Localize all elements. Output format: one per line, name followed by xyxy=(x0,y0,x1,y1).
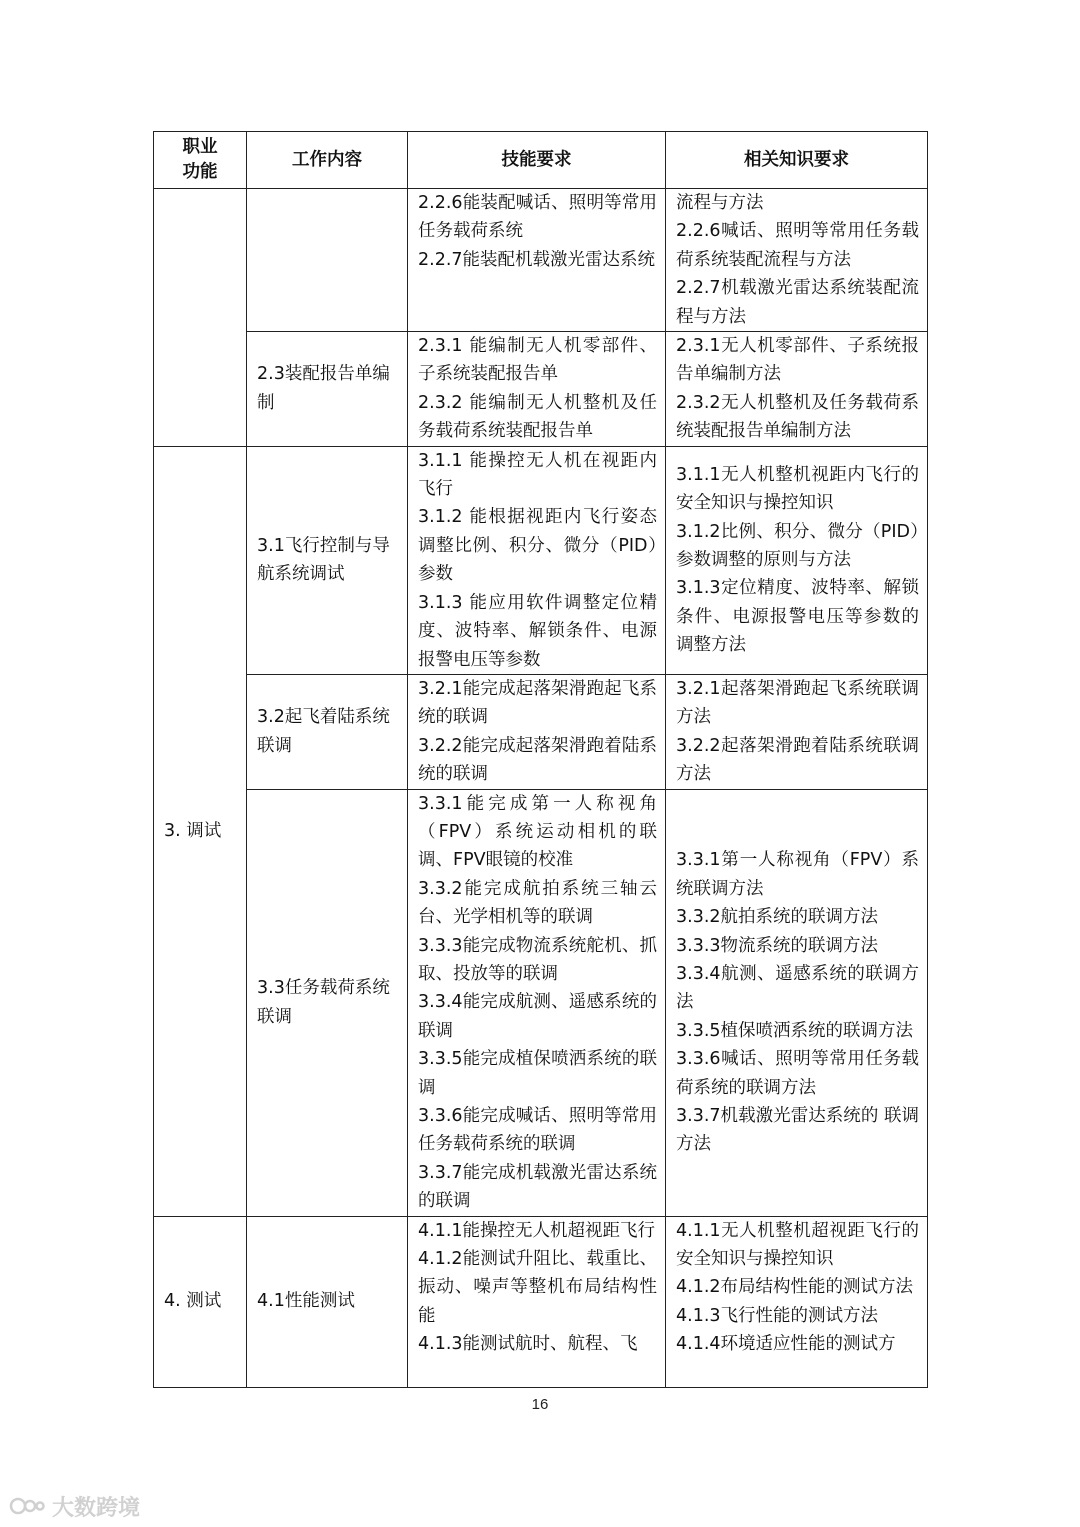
function-cell: 3. 调试 xyxy=(154,446,247,1216)
knowledge-item: 2.2.7机载激光雷达系统装配流程与方法 xyxy=(676,278,919,327)
knowledge-item: 3.3.5植保喷洒系统的联调方法 xyxy=(676,1020,914,1041)
knowledge-item: 流程与方法 xyxy=(676,193,764,213)
content-cell: 4.1性能测试 xyxy=(247,1216,408,1387)
header-knowledge: 相关知识要求 xyxy=(666,132,928,189)
knowledge-cell xyxy=(666,674,928,789)
skill-item: 2.2.6能装配喊话、照明等常用任务载荷系统 xyxy=(418,193,657,242)
skill-item: 3.1.3 能应用软件调整定位精度、波特率、解锁条件、电源报警电压等参数 xyxy=(418,592,657,670)
content-cell: 2.3装配报告单编制 xyxy=(247,332,408,447)
table-header-row xyxy=(154,132,928,189)
skill-item: 3.1.2 能根据视距内飞行姿态调整比例、积分、微分（PID）参数 xyxy=(418,507,657,585)
skill-item: 3.3.6能完成喊话、照明等常用任务载荷系统的联调 xyxy=(418,1106,657,1155)
brand-logo-icon xyxy=(8,1494,48,1518)
knowledge-item: 2.3.1无人机零部件、子系统报告单编制方法 xyxy=(676,336,919,385)
function-cell xyxy=(154,189,247,447)
skill-item: 3.3.4能完成航测、遥感系统的联调 xyxy=(418,992,657,1041)
knowledge-item: 3.1.1无人机整机视距内飞行的安全知识与操控知识 xyxy=(676,464,919,514)
knowledge-cell xyxy=(666,789,928,1216)
skill-item: 2.3.2 能编制无人机整机及任务载荷系统装配报告单 xyxy=(418,392,657,442)
knowledge-item: 3.1.2比例、积分、微分（PID）参数调整的原则与方法 xyxy=(676,521,919,571)
header-skills: 技能要求 xyxy=(408,132,666,189)
skills-cell xyxy=(408,789,666,1216)
knowledge-item: 3.1.3定位精度、波特率、解锁条件、电源报警电压等参数的调整方法 xyxy=(676,578,919,656)
table-row xyxy=(154,1216,928,1387)
skill-item: 3.2.2能完成起落架滑跑着陆系统的联调 xyxy=(418,735,657,785)
knowledge-cell xyxy=(666,332,928,447)
header-content: 工作内容 xyxy=(247,132,408,189)
table-row xyxy=(154,674,928,789)
knowledge-item: 4.1.1无人机整机超视距飞行的安全知识与操控知识 xyxy=(676,1220,919,1270)
skill-item: 3.3.5能完成植保喷洒系统的联调 xyxy=(418,1049,657,1098)
knowledge-cell xyxy=(666,189,928,332)
knowledge-item: 2.2.6喊话、照明等常用任务载荷系统装配流程与方法 xyxy=(676,221,919,270)
knowledge-item: 4.1.3飞行性能的测试方法 xyxy=(676,1305,879,1326)
table-row xyxy=(154,332,928,447)
knowledge-item: 3.3.1第一人称视角（FPV）系统联调方法 xyxy=(676,850,919,899)
content-cell xyxy=(247,189,408,332)
skill-item: 3.3.3能完成物流系统舵机、抓取、投放等的联调 xyxy=(418,935,657,984)
knowledge-cell xyxy=(666,1216,928,1387)
content-cell: 3.1飞行控制与导航系统调试 xyxy=(247,446,408,674)
knowledge-item: 3.3.6喊话、照明等常用任务载荷系统的联调方法 xyxy=(676,1049,919,1098)
skills-cell xyxy=(408,332,666,447)
knowledge-item: 4.1.4环境适应性能的测试方 xyxy=(676,1334,896,1355)
knowledge-item: 3.3.7机载激光雷达系统的 联调方法 xyxy=(676,1106,919,1155)
skill-item: 4.1.3能测试航时、航程、飞 xyxy=(418,1334,638,1355)
skill-item: 3.3.2能完成航拍系统三轴云台、光学相机等的联调 xyxy=(418,878,657,928)
standards-table xyxy=(153,131,928,1388)
watermark-text: 大数跨境 xyxy=(52,1495,141,1521)
table-row xyxy=(154,789,928,1216)
skills-cell xyxy=(408,674,666,789)
content-cell: 3.3任务载荷系统联调 xyxy=(247,789,408,1216)
knowledge-item: 3.3.2航拍系统的联调方法 xyxy=(676,907,879,928)
skill-item: 4.1.2能测试升阻比、载重比、振动、噪声等整机布局结构性能 xyxy=(418,1249,657,1326)
table-row xyxy=(154,446,928,674)
skill-item: 2.3.1 能编制无人机零部件、子系统装配报告单 xyxy=(418,336,657,385)
skills-cell xyxy=(408,1216,666,1387)
skills-cell xyxy=(408,446,666,674)
page-number: 16 xyxy=(531,1396,549,1413)
skill-item: 3.2.1能完成起落架滑跑起飞系统的联调 xyxy=(418,678,657,728)
knowledge-item: 4.1.2布局结构性能的测试方法 xyxy=(676,1277,914,1298)
skill-item: 2.2.7能装配机载激光雷达系统 xyxy=(418,249,656,270)
knowledge-cell xyxy=(666,446,928,674)
knowledge-item: 3.3.4航测、遥感系统的联调方法 xyxy=(676,963,919,1013)
knowledge-item: 3.3.3物流系统的联调方法 xyxy=(676,935,879,956)
knowledge-item: 2.3.2无人机整机及任务载荷系统装配报告单编制方法 xyxy=(676,392,919,442)
skills-cell xyxy=(408,189,666,332)
knowledge-item: 3.2.2起落架滑跑着陆系统联调方法 xyxy=(676,735,919,785)
skill-item: 3.3.7能完成机载激光雷达系统的联调 xyxy=(418,1162,657,1212)
content-cell: 3.2起飞着陆系统联调 xyxy=(247,674,408,789)
function-cell: 4. 测试 xyxy=(154,1216,247,1387)
table-row xyxy=(154,189,928,332)
skill-item: 3.3.1能完成第一人称视角（FPV）系统运动相机的联调、FPV眼镜的校准 xyxy=(418,793,657,871)
header-function: 职业 功能 xyxy=(154,132,247,189)
skill-item: 4.1.1能操控无人机超视距飞行 xyxy=(418,1220,656,1241)
watermark xyxy=(8,1491,140,1521)
skill-item: 3.1.1 能操控无人机在视距内飞行 xyxy=(418,450,657,500)
knowledge-item: 3.2.1起落架滑跑起飞系统联调方法 xyxy=(676,678,919,728)
